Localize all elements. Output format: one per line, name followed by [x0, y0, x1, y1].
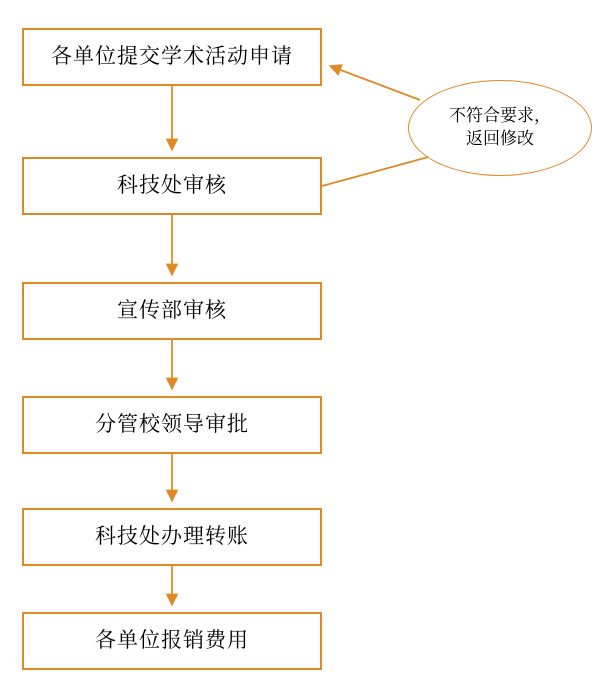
- node-sti-office-transfer[interactable]: [22, 508, 322, 566]
- node-label: 科技处审核: [117, 173, 227, 198]
- node-label: 各单位报销费用: [95, 628, 249, 653]
- callout-line-2: 返回修改: [466, 129, 534, 148]
- callout-line-1: 不符合要求，: [449, 106, 551, 126]
- edge-n1-callout: [322, 156, 432, 186]
- node-vice-president-approval[interactable]: [22, 396, 322, 454]
- node-submit-application[interactable]: [22, 28, 322, 86]
- node-label: 科技处办理转账: [95, 524, 249, 549]
- node-unit-reimbursement[interactable]: [22, 612, 322, 670]
- edge-callout-n0: [330, 66, 420, 100]
- node-publicity-dept-review[interactable]: [22, 282, 322, 340]
- node-label: 各单位提交学术活动申请: [51, 44, 293, 69]
- callout-return-for-revision[interactable]: [408, 80, 592, 176]
- node-label: 分管校领导审批: [95, 412, 249, 437]
- callout-text: [421, 105, 579, 151]
- node-label: 宣传部审核: [117, 298, 227, 323]
- node-sti-office-review[interactable]: [22, 157, 322, 215]
